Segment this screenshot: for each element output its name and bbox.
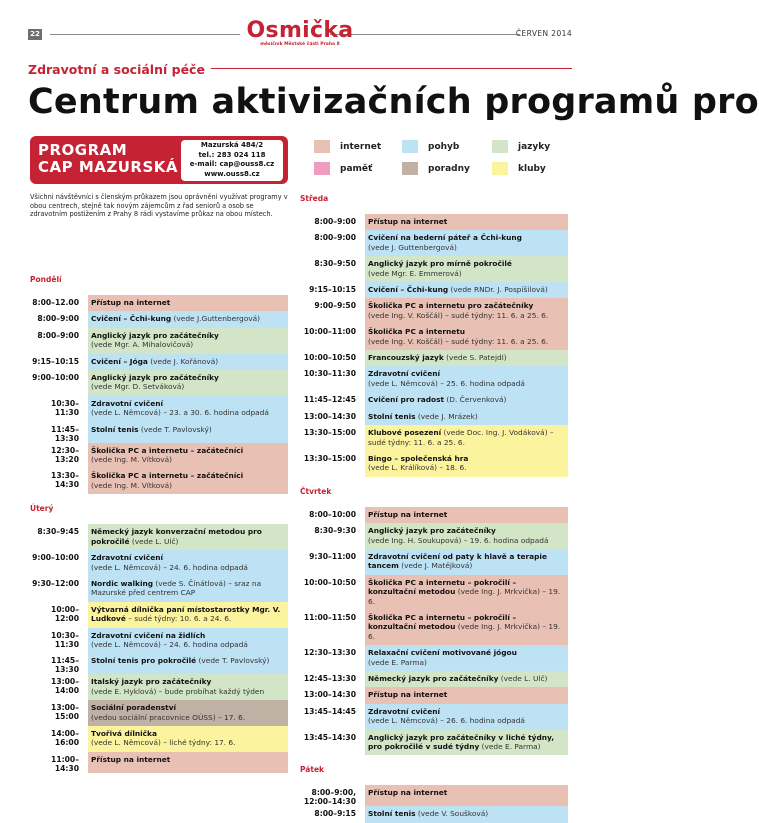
- schedule-time: 9:00–10:00: [32, 373, 79, 383]
- activity-note: (vede L. Králíková) – 18. 6.: [368, 463, 467, 473]
- contact-web: www.ouss8.cz: [204, 169, 260, 178]
- schedule-time: 13:00–14:30: [303, 411, 356, 421]
- activity-note: (vede L. Němcová) – 24. 6. hodina odpadá: [91, 562, 248, 572]
- schedule-activity: [365, 230, 568, 256]
- activity-note: (vede L. Němcová) – 26. 6. hodina odpadá: [368, 716, 525, 726]
- schedule-row: [300, 425, 568, 451]
- activity-title: Cvičení pro radost: [368, 395, 445, 405]
- schedule-row: [30, 328, 288, 354]
- activity-note: (vede L. Němcová) – 25. 6. hodina odpadá: [368, 378, 525, 388]
- schedule-activity: [365, 575, 568, 610]
- schedule-time: 9:00–10:00: [32, 553, 79, 563]
- schedule-activity: [88, 468, 288, 494]
- legend-swatch: [314, 140, 330, 153]
- schedule-activity: [365, 451, 568, 477]
- day-heading: Pátek: [300, 765, 325, 775]
- legend-item-kluby: [492, 162, 546, 175]
- schedule-activity: [88, 752, 288, 773]
- schedule-row: [30, 653, 288, 674]
- legend-label: internet: [340, 141, 382, 152]
- logo-subtitle: měsíčník Městské části Praha 8: [260, 42, 340, 47]
- activity-note: (vede Ing. M. Vítková): [91, 480, 173, 490]
- section-title: Zdravotní a sociální péče: [28, 62, 211, 77]
- day-spacer: [300, 755, 568, 765]
- schedule-row: [30, 354, 288, 370]
- schedule-time: 9:15–10:15: [309, 285, 356, 295]
- activity-note: (vede L. Ulč): [498, 674, 548, 683]
- activity-title: Přístup na internet: [91, 298, 171, 307]
- activity-title: Anglický jazyk pro začátečníky: [91, 373, 219, 383]
- activity-note: (vede Ing. M. Vítková): [91, 455, 173, 465]
- activity-title: Anglický jazyk pro mírně pokročilé: [368, 259, 512, 269]
- schedule-row: [300, 230, 568, 256]
- legend-item-internet: [314, 140, 381, 153]
- activity-title: Anglický jazyk pro začátečníky: [91, 330, 219, 340]
- schedule-activity: [365, 610, 568, 645]
- schedule-row: [300, 704, 568, 730]
- activity-note: (vede Ing. J. Mrkvička) – 19. 6.: [368, 587, 561, 606]
- schedule-time: 13:00–14:30: [303, 690, 356, 700]
- schedule-activity: [365, 730, 568, 756]
- schedule-row: [300, 451, 568, 477]
- schedule-time: 8:00–9:00: [314, 217, 356, 226]
- schedule-time: 11:45–13:30: [51, 424, 79, 443]
- schedule-activity: [88, 628, 288, 654]
- schedule-activity: [88, 602, 288, 628]
- schedule-row: [300, 687, 568, 703]
- schedule-activity: [88, 396, 288, 422]
- schedule-row: [300, 324, 568, 350]
- schedule-activity: [88, 370, 288, 396]
- schedule-activity: [365, 785, 568, 806]
- activity-title: Anglický jazyk pro začátečníky v liché týdny, pro pokročilé v sudé týdny: [368, 732, 555, 752]
- schedule-time: 9:30–11:00: [309, 551, 356, 561]
- schedule-column-right: [300, 194, 568, 823]
- logo-title: Osmička: [246, 18, 354, 43]
- schedule-time: 9:15–10:15: [32, 356, 79, 366]
- schedule-time: 11:00–11:50: [303, 612, 356, 622]
- schedule-activity: [365, 645, 568, 671]
- schedule-row: [30, 700, 288, 726]
- schedule-activity: [365, 214, 568, 230]
- activity-note: (vede Ing. V. Koščál) – sudé týdny: 11. 6. a 25. 6.: [368, 310, 549, 320]
- schedule-time: 8:00–9:00: [314, 233, 356, 243]
- schedule-activity: [365, 366, 568, 392]
- legend-swatch: [402, 162, 418, 175]
- schedule-time: 9:30–12:00: [32, 578, 79, 588]
- activity-title: Stolní tenis: [91, 424, 139, 434]
- schedule-time: 13:30–15:00: [303, 428, 356, 438]
- schedule-activity: [365, 282, 568, 298]
- schedule-activity: [88, 653, 288, 674]
- activity-note: (vede Ing. J. Mrkvička) – 19. 6.: [368, 622, 561, 641]
- schedule-row: [30, 396, 288, 422]
- activity-title: Německý jazyk pro začátečníky: [368, 674, 499, 683]
- activity-note: (vede T. Pavlovský): [196, 656, 270, 666]
- schedule-row: [300, 282, 568, 298]
- schedule-activity: [88, 422, 288, 443]
- schedule-time: 13:45–14:45: [303, 706, 356, 716]
- activity-note: (vede L. Němcová) – liché týdny: 17. 6.: [91, 738, 236, 748]
- activity-title: Přístup na internet: [91, 754, 171, 764]
- schedule-row: [300, 523, 568, 549]
- schedule-time: 10:00–11:00: [303, 327, 356, 337]
- schedule-time: 8:30–9:45: [37, 527, 79, 537]
- legend-label: jazyky: [518, 141, 551, 152]
- legend-item-pohyb: [402, 140, 459, 153]
- activity-title: Zdravotní cvičení: [91, 398, 163, 408]
- schedule-row: [300, 366, 568, 392]
- legend-label: pohyb: [428, 141, 460, 152]
- activity-title: Německý jazyk konverzační metodou pro pokročilé: [91, 527, 262, 546]
- activity-title: Sociální poradenství: [91, 703, 177, 713]
- issue-date: ČERVEN 2014: [515, 29, 572, 38]
- schedule-row: [300, 392, 568, 408]
- legend-swatch: [492, 140, 508, 153]
- activity-note: (vede S. Čínátlová) – sraz na Mazurské před centrem CAP: [91, 578, 262, 598]
- activity-note: – sudé týdny: 10. 6. a 24. 6.: [125, 614, 232, 624]
- activity-title: Přístup na internet: [368, 788, 448, 798]
- schedule-time: 10:00–12:00: [51, 604, 79, 623]
- legend-label: kluby: [518, 163, 546, 174]
- schedule-time: 12:30–13:30: [303, 648, 356, 658]
- schedule-time: 11:45–13:30: [51, 656, 79, 675]
- schedule-time: 10:00–10:50: [303, 577, 356, 587]
- activity-note: (vede L. Ulč): [129, 536, 179, 546]
- schedule-time: 12:30–13:20: [51, 445, 79, 464]
- schedule-activity: [88, 700, 288, 726]
- schedule-activity: [88, 311, 288, 327]
- schedule-row: [300, 298, 568, 324]
- activity-note: (vede J. Mrázek): [415, 411, 478, 421]
- activity-title: Přístup na internet: [368, 217, 448, 226]
- program-title-line1: PROGRAM: [38, 141, 128, 159]
- day-spacer: [30, 494, 288, 504]
- day-heading: Úterý: [30, 504, 54, 514]
- activity-title: Školička PC a internetu – začátečníci: [91, 445, 244, 455]
- schedule-time: 11:00–14:30: [51, 754, 79, 773]
- schedule-activity: [88, 550, 288, 576]
- schedule-time: 14:00–16:00: [51, 728, 79, 747]
- legend-label: poradny: [428, 163, 470, 174]
- schedule-row: [30, 443, 288, 469]
- activity-title: Stolní tenis: [368, 809, 416, 819]
- day-heading: Čtvrtek: [300, 486, 332, 496]
- day-heading: Pondělí: [30, 275, 62, 284]
- schedule-row: [300, 256, 568, 282]
- activity-title: Zdravotní cvičení: [368, 369, 440, 379]
- legend-label: paměť: [340, 163, 373, 174]
- activity-note: (vede J. Matějková): [398, 561, 473, 571]
- activity-note: (vede J. Kořánová): [147, 356, 219, 366]
- schedule-row: [300, 214, 568, 230]
- activity-note: (vede L. Němcová) – 23. a 30. 6. hodina odpadá: [91, 408, 269, 418]
- activity-title: Zdravotní cvičení na židlích: [91, 630, 206, 640]
- program-banner: [30, 136, 288, 184]
- schedule-time: 13:00–14:00: [51, 677, 79, 696]
- schedule-row: [30, 576, 288, 602]
- schedule-row: [30, 422, 288, 443]
- day-heading: Středa: [300, 194, 329, 203]
- schedule-activity: [365, 425, 568, 451]
- schedule-activity: [88, 726, 288, 752]
- activity-title: Cvičení – Čchi-kung: [91, 314, 172, 324]
- activity-note: (vede Ing. H. Soukupová) – 19. 6. hodina odpadá: [368, 535, 549, 545]
- activity-note: (vede Mgr. A. Mihalovičová): [91, 340, 194, 350]
- schedule-time: 10:30–11:30: [51, 398, 79, 417]
- activity-title: Školička PC a internetu – začátečníci: [91, 471, 244, 481]
- schedule-time: 13:30–15:00: [303, 453, 356, 463]
- schedule-activity: [88, 295, 288, 311]
- schedule-activity: [365, 687, 568, 703]
- program-title: [38, 142, 178, 176]
- magazine-logo: [28, 20, 572, 48]
- page-number: 22: [28, 29, 42, 40]
- section-header: [28, 59, 572, 75]
- schedule-activity: [365, 392, 568, 408]
- activity-note: (vede Mgr. E. Emmerová): [368, 268, 462, 278]
- activity-note: (vede V. Soušková): [415, 809, 489, 819]
- activity-title: Školička PC a internetu: [368, 327, 466, 337]
- activity-title: Školička PC a internetu pro začátečníky: [368, 301, 534, 311]
- activity-title: Francouzský jazyk: [368, 353, 444, 363]
- schedule-activity: [365, 298, 568, 324]
- schedule-row: [30, 524, 288, 550]
- schedule-row: [300, 350, 568, 366]
- activity-note: (vede Ing. V. Koščál) – sudé týdny: 11. 6. a 25. 6.: [368, 336, 549, 346]
- activity-note: (vede Doc. Ing. J. Vodáková) – sudé týdny: 11. 6. a 25. 6.: [368, 428, 554, 447]
- schedule-row: [300, 671, 568, 687]
- schedule-row: [300, 549, 568, 575]
- activity-title: Stolní tenis pro pokročilé: [91, 656, 197, 666]
- schedule-column-left: [30, 275, 288, 773]
- activity-title: Školička PC a internetu – pokročilí – konzultační metodou: [368, 577, 517, 597]
- schedule-row: [30, 311, 288, 327]
- contact-phone: tel.: 283 024 118: [198, 150, 266, 159]
- intro-paragraph: Všichni návštěvníci s členským průkazem jsou oprávněni využívat programy v obou centrech, stejně tak novým zájemcům z řad seniorů a osob se zdravotním postižením z Prahy 8 rádi vystavíme průkaz na obou místech.: [30, 193, 288, 219]
- schedule-time: 8:00–9:15: [314, 809, 356, 819]
- activity-note: (vede T. Pavlovský): [138, 424, 212, 434]
- activity-note: (vede L. Němcová) – 24. 6. hodina odpadá: [91, 639, 248, 649]
- schedule-activity: [365, 350, 568, 366]
- schedule-activity: [88, 674, 288, 700]
- legend-item-jazyky: [492, 140, 550, 153]
- legend-swatch: [402, 140, 418, 153]
- activity-title: Tvořivá dílnička: [91, 728, 157, 738]
- contact-email: e-mail: cap@ouss8.cz: [189, 160, 275, 168]
- schedule-time: 8:30–9:50: [314, 259, 356, 269]
- schedule-activity: [365, 523, 568, 549]
- activity-note: (vedou sociální pracovnice OÚSS) – 17. 6.: [91, 712, 246, 722]
- contact-address: Mazurská 484/2: [200, 141, 264, 149]
- activity-title: Přístup na internet: [368, 690, 448, 700]
- schedule-time: 8:00–9:00: [37, 314, 79, 324]
- schedule-row: [300, 507, 568, 523]
- schedule-activity: [88, 576, 288, 602]
- schedule-row: [30, 628, 288, 654]
- legend-item-poradny: [402, 162, 470, 175]
- activity-note: (vede J. Guttenbergová): [368, 242, 457, 252]
- activity-note: (vede E. Parma): [479, 742, 541, 752]
- activity-title: Cvičení – Jóga: [91, 356, 148, 366]
- activity-note: (vede RNDr. J. Pospíšilová): [448, 285, 548, 295]
- schedule-row: [30, 550, 288, 576]
- schedule-activity: [88, 354, 288, 370]
- schedule-time: 10:30–11:30: [303, 369, 356, 379]
- schedule-time: 13:45–14:30: [303, 732, 356, 742]
- schedule-row: [300, 806, 568, 822]
- activity-note: (vede E. Hyklová) – bude probíhat každý týden: [91, 686, 265, 696]
- activity-note: (vede Mgr. D. Setváková): [91, 382, 185, 392]
- schedule-time: 13:30–14:30: [51, 471, 79, 490]
- activity-note: (vede S. Patejdl): [443, 353, 507, 363]
- schedule-time: 11:45–12:45: [303, 395, 356, 405]
- activity-title: Stolní tenis: [368, 411, 416, 421]
- legend-swatch: [492, 162, 508, 175]
- activity-title: Cvičení na bederní páteř a Čchi-kung: [368, 233, 522, 243]
- activity-title: Zdravotní cvičení: [91, 553, 163, 563]
- schedule-row: [30, 752, 288, 773]
- schedule-row: [300, 785, 568, 806]
- schedule-time: 8:30–9:30: [314, 526, 356, 536]
- schedule-row: [30, 468, 288, 494]
- schedule-activity: [88, 328, 288, 354]
- activity-title: Přístup na internet: [368, 509, 448, 519]
- legend-swatch: [314, 162, 330, 175]
- activity-note: (vede E. Parma): [368, 657, 427, 667]
- program-title-line2: CAP MAZURSKÁ: [38, 158, 179, 176]
- schedule-time: 8:00–10:00: [309, 509, 356, 519]
- schedule-activity: [365, 324, 568, 350]
- activity-title: Italský jazyk pro začátečníky: [91, 677, 212, 687]
- schedule-row: [30, 295, 288, 311]
- activity-note: (D. Červenková): [444, 395, 507, 405]
- schedule-row: [30, 602, 288, 628]
- schedule-time: 12:45–13:30: [303, 674, 356, 683]
- schedule-row: [300, 610, 568, 645]
- schedule-time: 8:00–9:00: [37, 330, 79, 340]
- schedule-activity: [365, 549, 568, 575]
- schedule-time: 8:00–12.00: [32, 298, 79, 307]
- schedule-row: [300, 409, 568, 425]
- schedule-activity: [88, 443, 288, 469]
- schedule-time: 10:00–10:50: [303, 353, 356, 363]
- activity-title: Klubové posezení: [368, 428, 442, 438]
- schedule-activity: [365, 806, 568, 822]
- activity-title: Cvičení – Čchi-kung: [368, 285, 449, 295]
- schedule-row: [300, 730, 568, 756]
- activity-title: Zdravotní cvičení od paty k hlavě a terapie tancem: [368, 551, 547, 571]
- day-spacer: [300, 477, 568, 487]
- schedule-row: [30, 726, 288, 752]
- contact-box: [181, 140, 283, 181]
- schedule-time: 9:00–9:50: [314, 301, 356, 311]
- activity-title: Nordic walking: [91, 578, 154, 588]
- activity-title: Bingo – společenská hra: [368, 453, 469, 463]
- schedule-row: [300, 575, 568, 610]
- activity-title: Relaxační cvičení motivované jógou: [368, 648, 517, 658]
- schedule-activity: [365, 704, 568, 730]
- schedule-activity: [365, 507, 568, 523]
- article-headline: Centrum aktivizačních programů pro: [28, 82, 759, 122]
- activity-title: Zdravotní cvičení: [368, 706, 440, 716]
- schedule-row: [30, 674, 288, 700]
- activity-title: Školička PC a internetu – pokročilí – konzultační metodou: [368, 612, 517, 632]
- schedule-activity: [88, 524, 288, 550]
- schedule-activity: [365, 409, 568, 425]
- schedule-time: 10:30–11:30: [51, 630, 79, 649]
- activity-title: Anglický jazyk pro začátečníky: [368, 526, 496, 536]
- activity-note: (vede J.Guttenbergová): [171, 314, 261, 324]
- legend-item-pamet: [314, 162, 372, 175]
- schedule-activity: [365, 671, 568, 687]
- schedule-row: [30, 370, 288, 396]
- activity-title: Výtvarná dílnička paní místostarostky Mgr. V. Ludkové: [91, 604, 281, 624]
- schedule-time: 8:00–9:00, 12:00–14:30: [303, 788, 356, 807]
- schedule-row: [300, 645, 568, 671]
- page-header: [28, 18, 572, 50]
- schedule-activity: [365, 256, 568, 282]
- schedule-time: 13:00–15:00: [51, 703, 79, 722]
